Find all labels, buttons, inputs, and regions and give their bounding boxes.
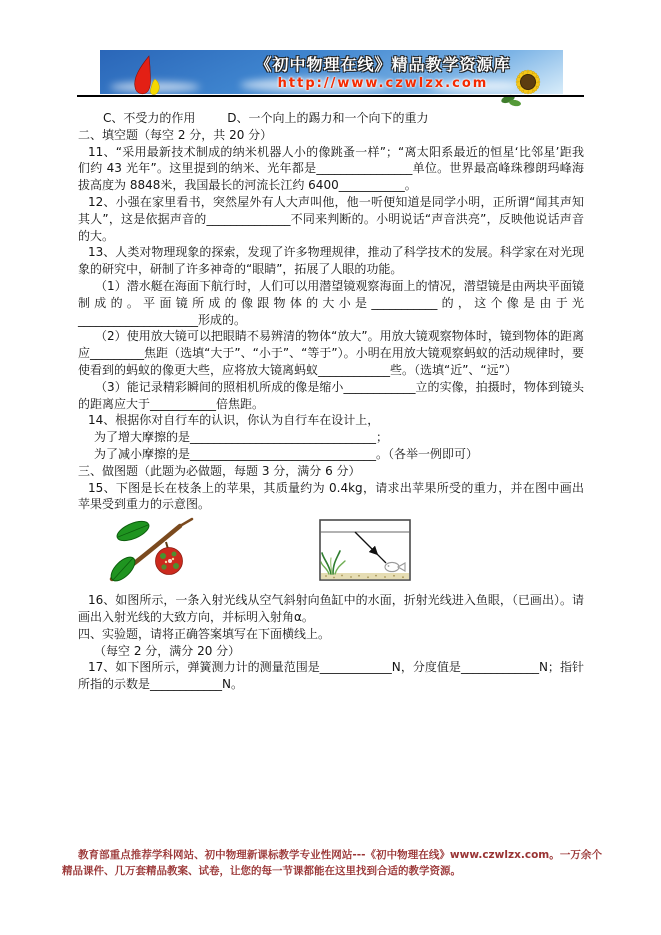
- section-4-subtitle: （每空 2 分，满分 20 分）: [94, 643, 241, 658]
- question-13-part3: （3）能记录精彩瞬间的照相机所成的像是缩小____________立的实像，拍摄时，物体到镜头的距离应大于___________倍焦距。: [78, 379, 584, 411]
- flame-logo-icon: [126, 55, 168, 97]
- footer-promo: 教育部重点推荐学科网站、初中物理新课标教学专业性网站---《初中物理在线》www.czwlzx.com。一万余个精品课件、几万套精品教案、试卷，让您的每一节课都能在这里找到合适的教学资源。: [62, 849, 602, 877]
- question-11: 11、“采用最新技术制成的纳米机器人小的像跳蚤一样”；“离太阳系最近的恒星‘比邻星’距我们约 43 光年”。这里提到的纳米、光年都是________________单位。世界最高峰珠穆朗玛峰海拔高度为 8848米，我国最长的河流长江约 6400___________。: [78, 144, 584, 193]
- question-13-intro: 13、人类对物理现象的探索，发现了许多物理规律，推动了科学技术的发展。科学家在对光现象的研究中，研制了许多神奇的“眼睛”，拓展了人眼的功能。: [78, 245, 584, 277]
- option-c: C、不受力的作用: [103, 111, 196, 125]
- exam-content: [78, 110, 584, 693]
- banner-url: http://www.czwlzx.com: [277, 76, 489, 91]
- banner-title: 《初中物理在线》精品教学资源库: [255, 55, 511, 74]
- section-3-title: 三、做图题（此题为必做题，每题 3 分，满分 6 分）: [78, 463, 361, 478]
- section-4-title: 四、实验题，请将正确答案填写在下面横线上。: [78, 626, 331, 641]
- apple-branch-figure: [106, 516, 198, 588]
- fish-tank-figure: [318, 518, 412, 586]
- question-17: 17、如下图所示，弹簧测力计的测量范围是____________N，分度值是_____________N；指针所指的示数是____________N。: [78, 660, 584, 692]
- question-14-blank1: 为了增大摩擦的是_______________________________；: [94, 430, 389, 445]
- figures-row: [78, 516, 584, 590]
- header-divider: [77, 95, 584, 97]
- question-14-intro: 14、根据你对自行车的认识，你认为自行车在设计上，: [88, 413, 380, 428]
- section-2-title: 二、填空题（每空 2 分，共 20 分）: [78, 127, 273, 142]
- question-16: 16、如图所示，一条入射光线从空气斜射向鱼缸中的水面，折射光线进入鱼眼，（已画出）。请画出入射光线的大致方向，并标明入射角α。: [78, 593, 584, 624]
- question-15: 15、下图是长在枝条上的苹果，其质量约为 0.4kg，请求出苹果所受的重力，并在图中画出苹果受到重力的示意图。: [78, 480, 584, 512]
- question-12: 12、小强在家里看书，突然屋外有人大声叫他，他一听便知道是同学小明，正所谓“闻其声知其人”，这是依据声音的______________不同来判断的。小明说话“声音洪亮”，反映他说话声音的大。: [78, 194, 584, 243]
- option-d: D、一个向上的踢力和一个向下的重力: [227, 111, 429, 125]
- question-14-blank2: 为了减小摩擦的是_______________________________。（各举一例即可）: [94, 446, 479, 461]
- site-banner: [100, 50, 563, 94]
- banner-text-block: [218, 52, 548, 91]
- question-13-part2: （2）使用放大镜可以把眼睛不易辨清的物体“放大”。用放大镜观察物体时，镜到物体的距离应_________焦距（选填“大于”、“小于”、“等于”）。小明在用放大镜观察蚂蚁的活动规律时，要使看到的蚂蚁的像更大些，应将放大镜离蚂蚁____________些。（选填“近”、“远”）: [78, 329, 584, 377]
- answer-options-line: [78, 110, 584, 127]
- sunflower-icon: [501, 57, 553, 107]
- question-13-part1: （1）潜水艇在海面下航行时，人们可以用潜望镜观察海面上的情况，潜望镜是由两块平面镜制成的。平面镜所成的像跟物体的大小是___________的，这个像是由于光____________________形成的。: [78, 278, 584, 327]
